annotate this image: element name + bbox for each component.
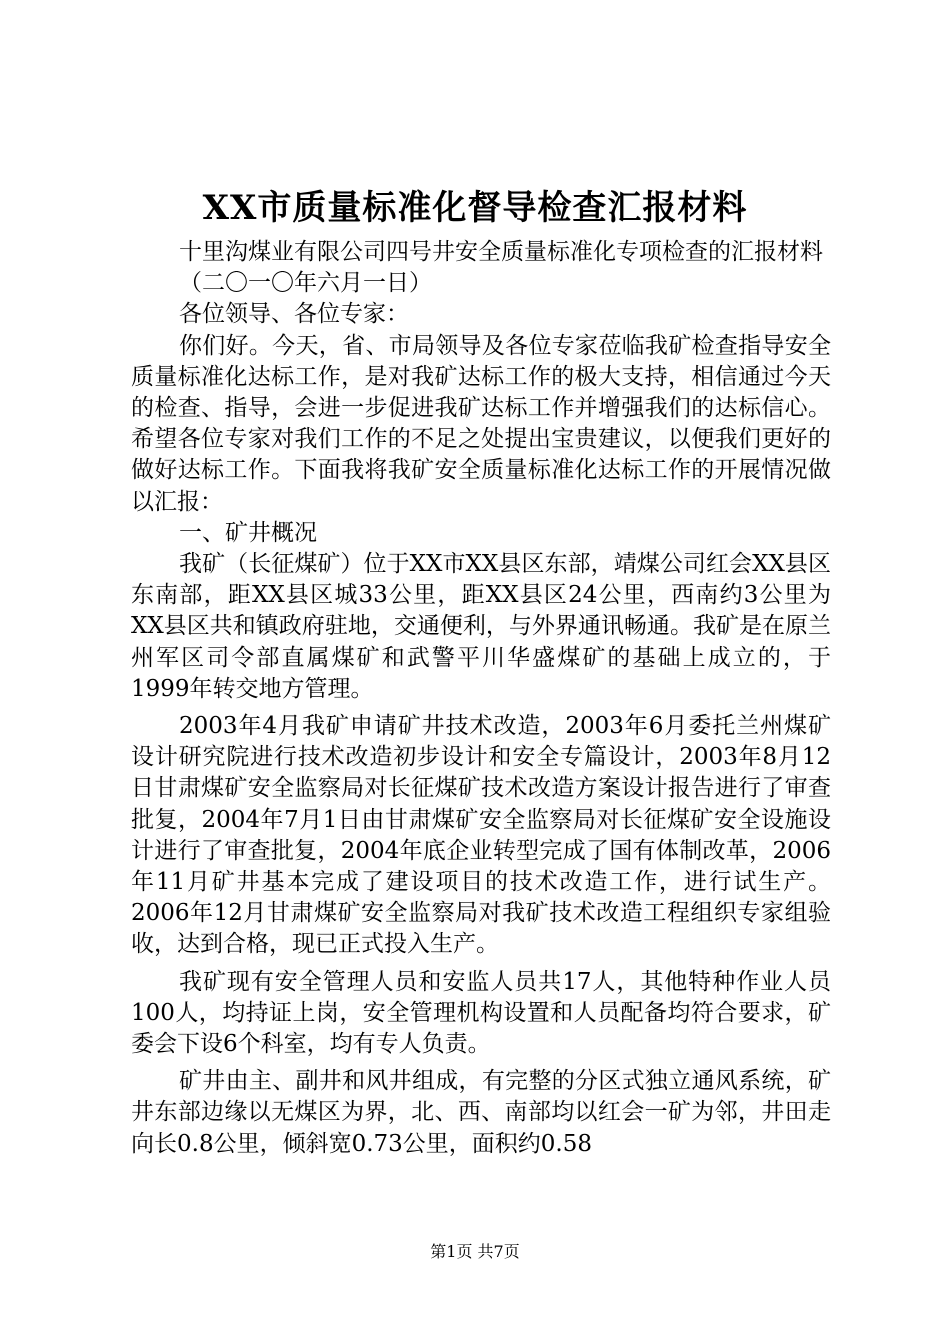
document-body	[131, 237, 831, 1160]
paragraph-heading-subtitle: 十里沟煤业有限公司四号井安全质量标准化专项检查的汇报材料	[179, 239, 823, 265]
paragraph-mine-history: 2003年4月我矿申请矿井技术改造，2003年6月委托兰州煤矿设计研究院进行技术改造初步设计和安全专篇设计，2003年8月12日甘肃煤矿安全监察局对长征煤矿技术改造方案设计报告进行了审查批复，2004年7月1日由甘肃煤矿安全监察局对长征煤矿安全设施设计进行了审查批复，2004年底企业转型完成了国有体制改革，2006年11月矿井基本完成了建设项目的技术改造工作，进行试生产。2006年12月甘肃煤矿安全监察局对我矿技术改造工程组织专家组验收，达到合格，现已正式投入生产。	[131, 713, 831, 958]
paragraph-mine-location: 我矿（长征煤矿）位于XX市XX县区东部，靖煤公司红会XX县区东南部，距XX县区城33公里，距XX县区24公里，西南约3公里为XX县区共和镇政府驻地，交通便利，与外界通讯畅通。我矿是在原兰州军区司令部直属煤矿和武警平川华盛煤矿的基础上成立的，于1999年转交地方管理。	[131, 551, 831, 702]
paragraph-mine-ventilation: 矿井由主、副井和风井组成，有完整的分区式独立通风系统，矿井东部边缘以无煤区为界，北、西、南部均以红会一矿为邻，井田走向长0.8公里，倾斜宽0.73公里，面积约0.58	[131, 1068, 831, 1157]
paragraph-date: （二〇一〇年六月一日）	[179, 270, 432, 297]
page-footer: 第1页 共7页	[430, 1242, 520, 1261]
paragraph-mine-staff: 我矿现有安全管理人员和安监人员共17人，其他特种作业人员100人，均持证上岗，安全管理机构设置和人员配备均符合要求，矿委会下设6个科室，均有专人负责。	[131, 968, 831, 1058]
paragraph-greeting: 你们好。今天，省、市局领导及各位专家莅临我矿检查指导安全质量标准化达标工作，是对我矿达标工作的极大支持，相信通过今天的检查、指导，会进一步促进我矿达标工作并增强我们的达标信心。希望各位专家对我们工作的不足之处提出宝贵建议，以便我们更好的做好达标工作。下面我将我矿安全质量标准化达标工作的开展情况做以汇报：	[131, 332, 831, 515]
document-title: XX市质量标准化督导检查汇报材料	[202, 188, 748, 228]
section-heading-mine-overview: 一、矿井概况	[179, 519, 317, 546]
paragraph-salutation: 各位领导、各位专家：	[179, 301, 409, 328]
